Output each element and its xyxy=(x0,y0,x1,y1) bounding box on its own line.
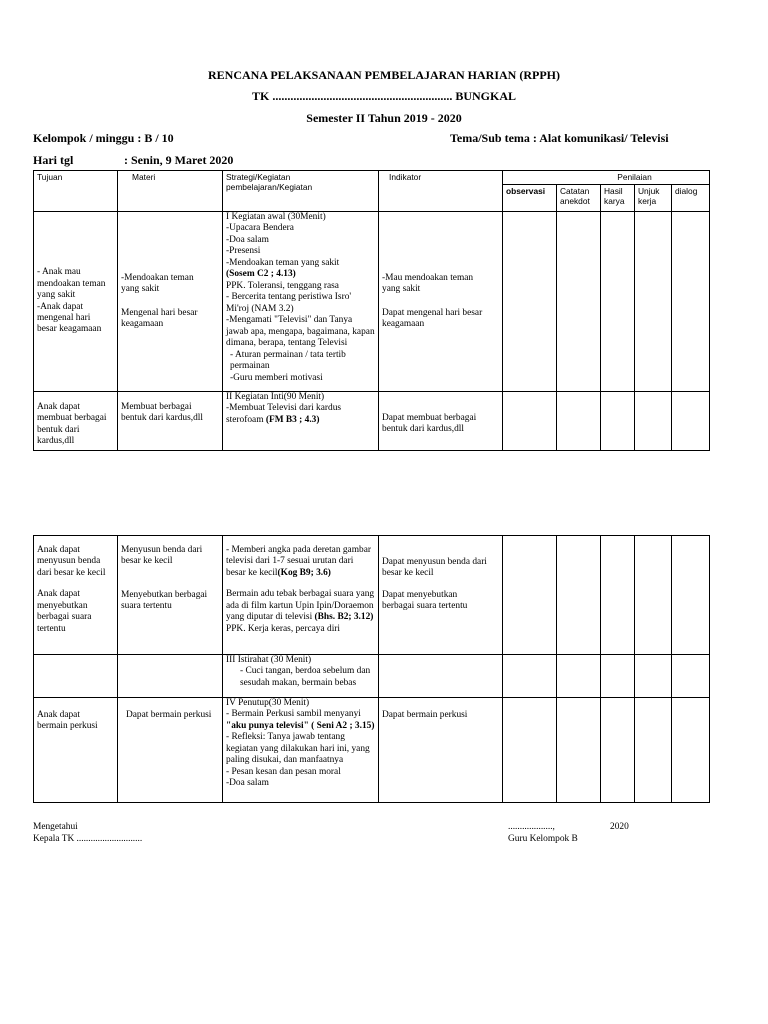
unjuk-cell xyxy=(635,698,672,803)
strategi-cell xyxy=(223,392,379,451)
dialog-cell xyxy=(672,392,710,451)
strategi-line: - Refleksi: Tanya jawab tentang kegiatan yang dilakukan hari ini, yang paling disukai, dan manfaatnya xyxy=(226,732,370,766)
materi-cell: Membuat berbagai bentuk dari kardus,dll xyxy=(118,392,223,451)
strategi-line: - Cuci tangan, berdoa sebelum dan sesudah makan, bermain bebas xyxy=(240,666,371,688)
indikator-b: Dapat mengenal hari besar keagamaan xyxy=(382,307,483,329)
observasi-cell xyxy=(503,698,557,803)
materi-b: Menyebutkan berbagai suara tertentu xyxy=(121,589,208,612)
unjuk-cell xyxy=(635,655,672,698)
tujuan-b: Anak dapat menyebutkan berbagai suara tertentu xyxy=(37,589,92,634)
col-catatan-line1: Catatan xyxy=(560,186,590,196)
strategi-line: III Istirahat (30 Menit) xyxy=(226,655,312,665)
rpph-table-2 xyxy=(33,535,710,803)
catatan-cell xyxy=(557,698,601,803)
indikator-cell xyxy=(379,655,503,698)
col-observasi: observasi xyxy=(503,185,557,212)
strategi-code: (Kog B9; 3.6) xyxy=(277,567,331,578)
strategi-line: Bermain adu tebak berbagai suara yang ada di film kartun Upin Ipin/Doraemon yang diputar di televisi xyxy=(226,589,375,623)
indikator-a: Dapat menyusun benda dari besar ke kecil xyxy=(382,557,487,579)
hari-value: : Senin, 9 Maret 2020 xyxy=(124,153,234,167)
strategi-cell xyxy=(223,698,379,803)
tujuan-cell xyxy=(34,655,118,698)
semester: Semester II Tahun 2019 - 2020 xyxy=(306,111,462,125)
tujuan-a: Anak dapat menyusun benda dari besar ke kecil xyxy=(37,545,106,578)
hasil-cell xyxy=(601,698,635,803)
col-penilaian: Penilaian xyxy=(503,171,710,185)
materi-cell: Dapat bermain perkusi xyxy=(118,698,223,803)
materi-cell xyxy=(118,655,223,698)
col-strategi xyxy=(223,171,379,212)
materi-cell xyxy=(118,536,223,655)
strategi-line: -Upacara Bendera xyxy=(226,223,294,234)
dialog-cell xyxy=(672,655,710,698)
tema-subtema: Tema/Sub tema : Alat komunikasi/ Televisi xyxy=(450,131,669,145)
tujuan-cell: Anak dapat membuat berbagai bentuk dari kardus,dll xyxy=(34,392,118,451)
col-indikator: Indikator xyxy=(379,171,503,212)
mengetahui-label: Mengetahui xyxy=(33,822,78,832)
table-row xyxy=(34,655,710,698)
strategi-line: I Kegiatan awal (30Menit) xyxy=(226,212,326,222)
dialog-cell xyxy=(672,212,710,392)
strategi-line: IV Penutup(30 Menit) xyxy=(226,698,310,708)
strategi-line: -Guru memberi motivasi xyxy=(230,372,323,383)
indikator-cell: Dapat membuat berbagai bentuk dari kardus,dll xyxy=(379,392,503,451)
strategi-code: (FM B3 ; 4.3) xyxy=(265,414,320,425)
kepala-tk-signature: Kepala TK ............................ xyxy=(33,834,143,844)
indikator-cell: Dapat bermain perkusi xyxy=(379,698,503,803)
col-unjuk-line1: Unjuk xyxy=(638,186,660,196)
table-row xyxy=(34,392,710,451)
tujuan-cell xyxy=(34,536,118,655)
table-row xyxy=(34,212,710,392)
col-tujuan: Tujuan xyxy=(34,171,118,212)
strategi-line: - Aturan permainan / tata tertib permainan xyxy=(230,349,346,372)
col-unjuk-line2: kerja xyxy=(638,196,657,207)
tahun: 2020 xyxy=(610,822,629,832)
col-strategi-line1: Strategi/Kegiatan xyxy=(226,172,291,182)
materi-a: Menyusun benda dari besar ke kecil xyxy=(121,545,203,567)
strategi-line: -Doa salam xyxy=(226,778,269,789)
strategi-code: (Bhs. B2; 3.12) xyxy=(314,612,374,623)
col-dialog: dialog xyxy=(672,185,710,212)
hasil-cell xyxy=(601,392,635,451)
catatan-cell xyxy=(557,655,601,698)
strategi-code: (Sosem C2 ; 4.13) xyxy=(226,269,296,280)
strategi-line: PPK. Kerja keras, percaya diri xyxy=(226,623,341,634)
table-header-row xyxy=(34,171,710,185)
col-catatan-line2: anekdot xyxy=(560,196,590,207)
unjuk-cell xyxy=(635,536,672,655)
observasi-cell xyxy=(503,655,557,698)
catatan-cell xyxy=(557,536,601,655)
strategi-line: - Memberi angka pada deretan gambar televisi dari 1-7 sesuai urutan dari besar ke kecil xyxy=(226,545,371,578)
unjuk-cell xyxy=(635,212,672,392)
strategi-line: - Bermain Perkusi sambil menyanyi xyxy=(226,709,361,720)
strategi-line: PPK. Toleransi, tenggang rasa xyxy=(226,280,339,291)
hasil-cell xyxy=(601,536,635,655)
strategi-line: II Kegiatan Inti(90 Menit) xyxy=(226,392,325,402)
col-unjuk-kerja xyxy=(635,185,672,212)
dialog-cell xyxy=(672,698,710,803)
tujuan-cell: Anak dapat bermain perkusi xyxy=(34,698,118,803)
strategi-line: -Membuat Televisi dari kardus sterofoam xyxy=(226,403,342,425)
school-name: TK ............................................................ BUNGKAL xyxy=(251,89,516,103)
indikator-a: -Mau mendoakan teman yang sakit xyxy=(382,272,474,295)
indikator-b: Dapat menyebutkan berbagai suara tertentu xyxy=(382,589,468,612)
hari-label: Hari tgl xyxy=(33,153,74,167)
col-hasil-line2: karya xyxy=(604,196,625,207)
unjuk-cell xyxy=(635,392,672,451)
tanggal-field: ..................., xyxy=(508,822,555,832)
rpph-table-1 xyxy=(33,170,710,451)
strategi-line: -Presensi xyxy=(226,246,261,257)
catatan-cell xyxy=(557,392,601,451)
dialog-cell xyxy=(672,536,710,655)
tujuan-cell: - Anak mau mendoakan teman yang sakit -Anak dapat mengenal hari besar keagamaan xyxy=(34,212,118,392)
table-row xyxy=(34,536,710,655)
col-hasil-line1: Hasil xyxy=(604,186,623,196)
strategi-cell xyxy=(223,655,379,698)
strategi-line: -Mengamati "Televisi" dan Tanya jawab apa, mengapa, bagaimana, kapan dimana, berapa, tentang Televisi xyxy=(226,315,375,349)
observasi-cell xyxy=(503,536,557,655)
table-row xyxy=(34,698,710,803)
col-strategi-line2: pembelajaran/Kegiatan xyxy=(226,182,313,193)
strategi-code: ( Seni A2 ; 3.15) xyxy=(308,720,375,731)
materi-a: -Mendoakan teman yang sakit xyxy=(121,272,194,295)
hasil-cell xyxy=(601,655,635,698)
kelompok-minggu: Kelompok / minggu : B / 10 xyxy=(33,131,174,145)
hasil-cell xyxy=(601,212,635,392)
strategi-line: - Bercerita tentang peristiwa Isro' Mi'roj (NAM 3.2) xyxy=(226,292,352,314)
song-title: "aku punya televisi" xyxy=(226,720,309,731)
col-catatan-anekdot xyxy=(557,185,601,212)
indikator-cell xyxy=(379,536,503,655)
col-hasil-karya xyxy=(601,185,635,212)
strategi-line: -Doa salam xyxy=(226,234,269,245)
strategi-cell xyxy=(223,212,379,392)
strategi-line: -Mendoakan teman yang sakit xyxy=(226,257,340,268)
observasi-cell xyxy=(503,392,557,451)
guru-signature: Guru Kelompok B xyxy=(508,834,578,844)
observasi-cell xyxy=(503,212,557,392)
materi-cell xyxy=(118,212,223,392)
strategi-line: - Pesan kesan dan pesan moral xyxy=(226,766,341,777)
materi-b: Mengenal hari besar keagamaan xyxy=(121,307,198,329)
indikator-cell xyxy=(379,212,503,392)
strategi-cell xyxy=(223,536,379,655)
catatan-cell xyxy=(557,212,601,392)
col-materi: Materi xyxy=(118,171,223,212)
document-title: RENCANA PELAKSANAAN PEMBELAJARAN HARIAN (RPPH) xyxy=(207,68,560,82)
